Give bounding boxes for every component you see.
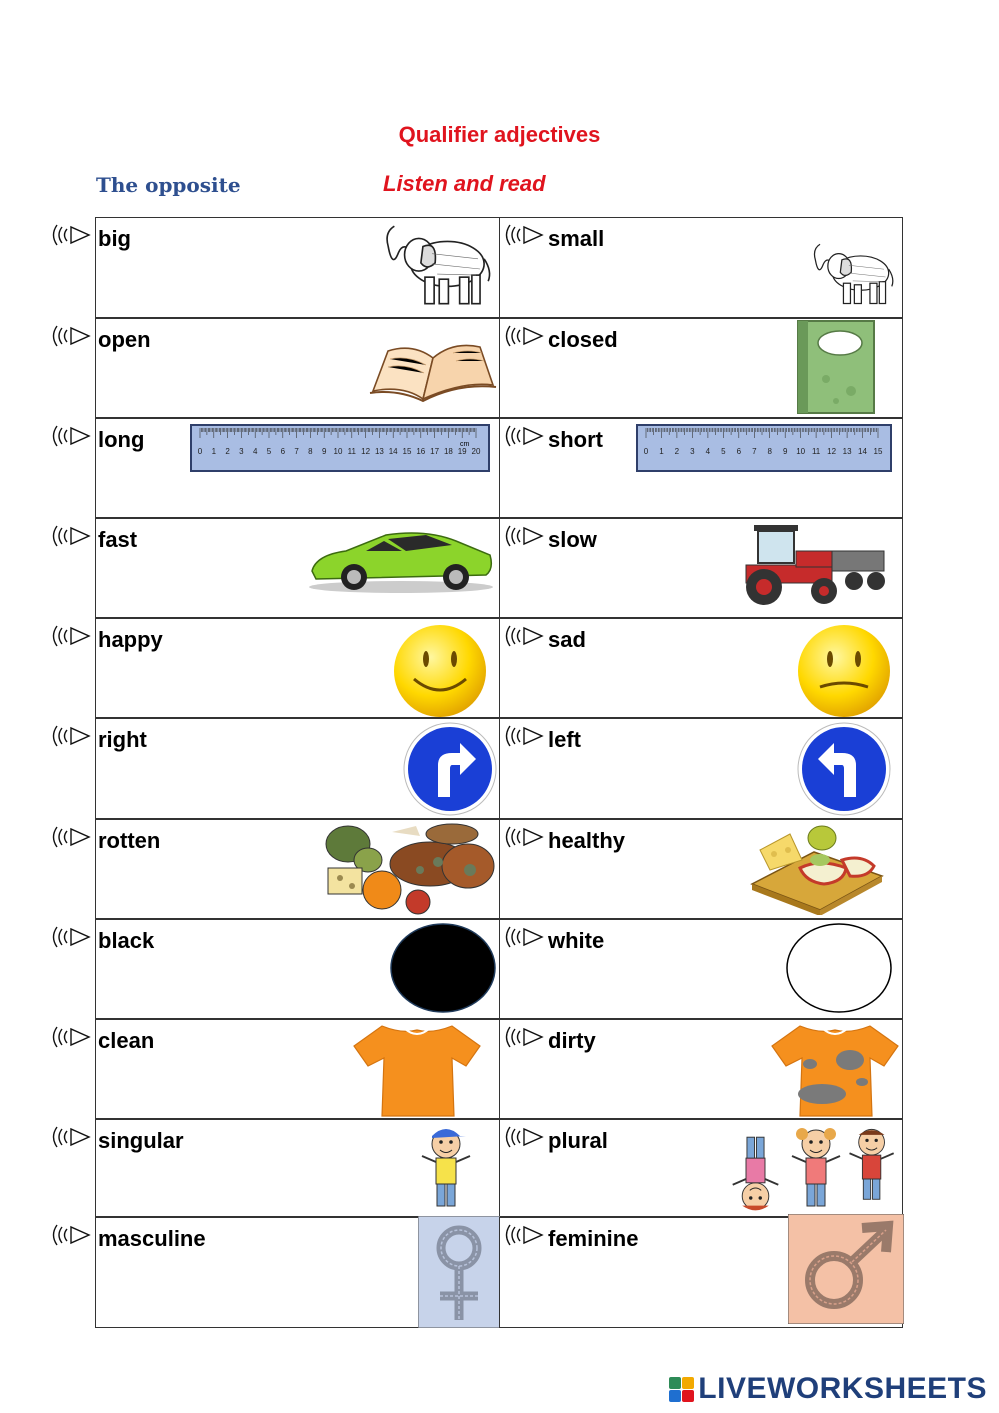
female-symbol-icon — [418, 1216, 500, 1333]
word-cell-right — [499, 718, 903, 819]
word-cell-left — [95, 418, 500, 518]
short-ruler-icon — [636, 424, 892, 479]
closed-book-icon — [796, 319, 878, 420]
word-label: small — [548, 226, 605, 251]
ruler-tick-label: 14 — [388, 447, 398, 456]
subtitle-listen-and-read: Listen and read — [383, 171, 546, 196]
ruler-unit-label: cm — [460, 441, 470, 448]
ruler-tick-label: 5 — [266, 447, 272, 456]
clean-shirt-icon — [352, 1020, 482, 1125]
word-label: sad — [548, 627, 586, 652]
ruler-tick-label: 14 — [858, 447, 867, 456]
speaker-icon[interactable] — [502, 1221, 546, 1249]
rotten-food-icon — [320, 822, 495, 922]
word-label: open — [98, 327, 151, 352]
ruler-tick-label: 11 — [811, 447, 821, 456]
liveworksheets-logo-icon — [669, 1377, 694, 1402]
ruler-tick-label: 13 — [842, 447, 852, 456]
speaker-icon[interactable] — [49, 1123, 93, 1151]
speaker-icon[interactable] — [502, 522, 546, 550]
word-cell-right — [499, 318, 903, 418]
male-symbol-icon — [788, 1214, 904, 1329]
word-label: feminine — [548, 1226, 639, 1251]
speaker-icon[interactable] — [502, 622, 546, 650]
word-label: short — [548, 427, 603, 452]
word-label: closed — [548, 327, 618, 352]
word-cell-left — [95, 718, 500, 819]
turn-right-sign-icon — [402, 721, 498, 822]
speaker-icon[interactable] — [502, 322, 546, 350]
open-book-icon — [368, 333, 498, 408]
word-label: long — [98, 427, 145, 452]
word-cell-right — [499, 1019, 903, 1119]
word-label: white — [548, 928, 605, 953]
ruler-tick-label: 6 — [280, 447, 286, 456]
word-cell-right — [499, 919, 903, 1019]
sad-face-icon — [796, 623, 892, 724]
ruler-tick-label: 2 — [225, 447, 230, 456]
word-label: plural — [548, 1128, 608, 1153]
adjectives-table — [95, 217, 903, 1328]
ruler-tick-label: 10 — [333, 447, 343, 456]
black-circle-icon — [388, 922, 498, 1019]
word-cell-right — [499, 418, 903, 518]
page-title: Qualifier adjectives — [398, 122, 601, 147]
ruler-tick-label: 18 — [443, 447, 453, 456]
white-circle-icon — [784, 922, 894, 1019]
ruler-tick-label: 16 — [416, 447, 426, 456]
ruler-tick-label: 0 — [197, 447, 203, 456]
speaker-icon[interactable] — [49, 722, 93, 750]
word-label: black — [98, 928, 155, 953]
ruler-tick-label: 9 — [321, 447, 327, 456]
dirty-shirt-icon — [770, 1020, 900, 1125]
word-label: masculine — [98, 1226, 206, 1251]
ruler-tick-label: 15 — [402, 447, 412, 456]
word-cell-left — [95, 217, 500, 318]
happy-face-icon — [392, 623, 488, 724]
ruler-tick-label: 4 — [705, 447, 711, 456]
ruler-tick-label: 2 — [674, 447, 680, 456]
speaker-icon[interactable] — [502, 923, 546, 951]
ruler-tick-label: 8 — [308, 447, 313, 456]
ruler-tick-label: 1 — [211, 447, 217, 456]
speaker-icon[interactable] — [49, 422, 93, 450]
ruler-tick-label: 20 — [471, 447, 481, 456]
ruler-tick-label: 3 — [239, 447, 244, 456]
speaker-icon[interactable] — [49, 923, 93, 951]
speaker-icon[interactable] — [502, 722, 546, 750]
speaker-icon[interactable] — [49, 322, 93, 350]
ruler-tick-label: 11 — [347, 447, 356, 456]
ruler-tick-label: 13 — [374, 447, 384, 456]
three-children-icon — [724, 1122, 894, 1222]
speaker-icon[interactable] — [49, 823, 93, 851]
ruler-tick-label: 9 — [782, 447, 788, 456]
ruler-tick-label: 8 — [767, 447, 772, 456]
word-cell-left — [95, 618, 500, 718]
one-child-icon — [410, 1122, 480, 1222]
word-label: left — [548, 727, 581, 752]
ruler-tick-label: 1 — [659, 447, 664, 456]
ruler-tick-label: 4 — [252, 447, 258, 456]
speaker-icon[interactable] — [49, 221, 93, 249]
sports-car-icon — [306, 525, 496, 600]
word-cell-right — [499, 1119, 903, 1217]
word-cell-left — [95, 1217, 500, 1328]
word-cell-right — [499, 819, 903, 919]
speaker-icon[interactable] — [49, 1023, 93, 1051]
word-label: happy — [98, 627, 163, 652]
healthy-food-icon — [750, 820, 885, 920]
speaker-icon[interactable] — [502, 1023, 546, 1051]
word-cell-right — [499, 618, 903, 718]
speaker-icon[interactable] — [49, 522, 93, 550]
ruler-tick-label: 7 — [752, 447, 757, 456]
ruler-tick-label: 12 — [827, 447, 837, 456]
footer-logo — [669, 1372, 987, 1406]
speaker-icon[interactable] — [502, 221, 546, 249]
ruler-tick-label: 7 — [294, 447, 299, 456]
word-label: right — [98, 727, 147, 752]
speaker-icon[interactable] — [49, 622, 93, 650]
word-cell-right — [499, 1217, 903, 1328]
elephant-icon — [376, 218, 498, 315]
long-ruler-icon — [190, 424, 490, 479]
ruler-tick-label: 6 — [736, 447, 742, 456]
word-label: clean — [98, 1028, 155, 1053]
word-label: healthy — [548, 828, 626, 853]
turn-left-sign-icon — [796, 721, 892, 822]
speaker-icon[interactable] — [502, 422, 546, 450]
ruler-tick-label: 12 — [361, 447, 371, 456]
speaker-icon[interactable] — [502, 1123, 546, 1151]
speaker-icon[interactable] — [49, 1221, 93, 1249]
word-label: slow — [548, 527, 597, 552]
ruler-tick-label: 10 — [796, 447, 806, 456]
word-cell-left — [95, 819, 500, 919]
word-label: fast — [98, 527, 138, 552]
footer-brand-text: LIVEWORKSHEETS — [698, 1372, 987, 1405]
word-label: big — [98, 226, 131, 251]
ruler-tick-label: 19 — [457, 447, 467, 456]
word-cell-left — [95, 518, 500, 618]
ruler-tick-label: 17 — [430, 447, 440, 456]
ruler-tick-label: 5 — [721, 447, 726, 456]
word-label: dirty — [548, 1028, 596, 1053]
subtitle-the-opposite: The opposite — [96, 173, 241, 197]
ruler-tick-label: 0 — [643, 447, 649, 456]
word-cell-left — [95, 1119, 500, 1217]
word-cell-right — [499, 518, 903, 618]
word-label: singular — [98, 1128, 184, 1153]
ruler-tick-label: 3 — [690, 447, 695, 456]
word-cell-left — [95, 318, 500, 418]
tractor-icon — [736, 521, 886, 612]
speaker-icon[interactable] — [502, 823, 546, 851]
small-elephant-icon — [806, 238, 900, 313]
word-cell-right — [499, 217, 903, 318]
ruler-tick-label: 15 — [873, 447, 883, 456]
word-cell-left — [95, 1019, 500, 1119]
word-label: rotten — [98, 828, 161, 853]
word-cell-left — [95, 919, 500, 1019]
